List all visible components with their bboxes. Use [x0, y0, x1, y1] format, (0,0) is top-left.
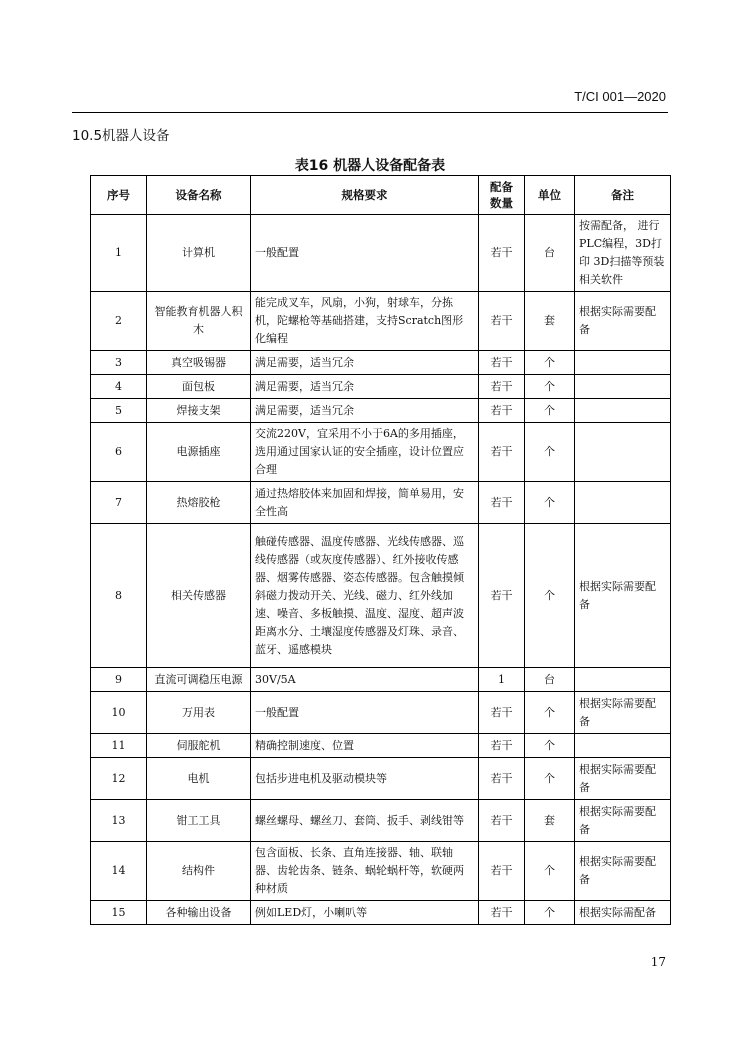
cell-name: 热熔胶枪	[147, 482, 251, 524]
cell-no: 13	[91, 800, 147, 842]
cell-name: 万用表	[147, 692, 251, 734]
cell-unit: 个	[525, 351, 575, 375]
cell-name: 直流可调稳压电源	[147, 668, 251, 692]
table-row	[91, 375, 671, 399]
col-header-no: 序号	[91, 176, 147, 215]
table-row	[91, 292, 671, 351]
table-row	[91, 842, 671, 901]
cell-no: 12	[91, 758, 147, 800]
cell-spec: 通过热熔胶体来加固和焊接，简单易用，安全性高	[251, 482, 479, 524]
cell-no: 5	[91, 399, 147, 423]
cell-note: 根据实际需要配备	[575, 800, 671, 842]
cell-note: 根据实际需要配备	[575, 842, 671, 901]
cell-note	[575, 399, 671, 423]
cell-qty: 若干	[479, 758, 525, 800]
table-caption: 表16 机器人设备配备表	[294, 158, 446, 174]
cell-no: 1	[91, 215, 147, 292]
cell-name: 焊接支架	[147, 399, 251, 423]
cell-spec: 触碰传感器、温度传感器、光线传感器、巡线传感器（或灰度传感器）、红外接收传感器、烟雾传感器、姿态传感器。包含触摸倾斜磁力拨动开关、光线、磁力、红外线加速、噪音、多板触摸、温度、湿度、超声波距离水分、土壤湿度传感器及灯珠、录音、蓝牙、遥感模块	[251, 524, 479, 668]
cell-no: 6	[91, 423, 147, 482]
cell-unit: 个	[525, 734, 575, 758]
cell-no: 3	[91, 351, 147, 375]
cell-qty: 若干	[479, 842, 525, 901]
table-row	[91, 215, 671, 292]
cell-qty: 1	[479, 668, 525, 692]
cell-note: 根据实际需配备	[575, 901, 671, 925]
cell-unit: 个	[525, 692, 575, 734]
cell-spec: 交流220V，宜采用不小于6A的多用插座，选用通过国家认证的安全插座，设计位置应合理	[251, 423, 479, 482]
equipment-table	[90, 175, 671, 925]
cell-note: 根据实际需要配备	[575, 524, 671, 668]
cell-qty: 若干	[479, 734, 525, 758]
table-row	[91, 524, 671, 668]
cell-unit: 套	[525, 292, 575, 351]
table-row	[91, 482, 671, 524]
cell-note: 根据实际需要配备	[575, 292, 671, 351]
page-number: 17	[650, 955, 666, 969]
col-header-note: 备注	[575, 176, 671, 215]
cell-qty: 若干	[479, 399, 525, 423]
table-row	[91, 668, 671, 692]
cell-name: 面包板	[147, 375, 251, 399]
table-row	[91, 423, 671, 482]
cell-note	[575, 734, 671, 758]
cell-qty: 若干	[479, 292, 525, 351]
cell-name: 电源插座	[147, 423, 251, 482]
table-row	[91, 800, 671, 842]
cell-note	[575, 375, 671, 399]
cell-note: 按需配备， 进行PLC编程，3D打印 3D扫描等预装相关软件	[575, 215, 671, 292]
cell-no: 8	[91, 524, 147, 668]
cell-spec: 30V/5A	[251, 668, 479, 692]
cell-qty: 若干	[479, 901, 525, 925]
cell-qty: 若干	[479, 215, 525, 292]
cell-no: 4	[91, 375, 147, 399]
cell-name: 真空吸锡器	[147, 351, 251, 375]
document-code: T/CI 001—2020	[574, 89, 666, 104]
cell-no: 9	[91, 668, 147, 692]
cell-qty: 若干	[479, 423, 525, 482]
cell-note	[575, 482, 671, 524]
cell-no: 15	[91, 901, 147, 925]
table-header-row	[91, 176, 671, 215]
cell-spec: 满足需要，适当冗余	[251, 375, 479, 399]
cell-name: 相关传感器	[147, 524, 251, 668]
cell-name: 电机	[147, 758, 251, 800]
cell-qty: 若干	[479, 800, 525, 842]
cell-unit: 台	[525, 668, 575, 692]
cell-note	[575, 351, 671, 375]
cell-name: 结构件	[147, 842, 251, 901]
cell-unit: 台	[525, 215, 575, 292]
cell-note	[575, 423, 671, 482]
cell-no: 2	[91, 292, 147, 351]
cell-spec: 螺丝螺母、螺丝刀、套筒、扳手、剥线钳等	[251, 800, 479, 842]
table-row	[91, 692, 671, 734]
cell-qty: 若干	[479, 524, 525, 668]
cell-unit: 个	[525, 758, 575, 800]
cell-spec: 一般配置	[251, 692, 479, 734]
table-row	[91, 399, 671, 423]
cell-unit: 个	[525, 842, 575, 901]
cell-spec: 包含面板、长条、直角连接器、轴、联轴器、齿轮齿条、链条、蜗轮蜗杆等，软硬两种材质	[251, 842, 479, 901]
cell-unit: 套	[525, 800, 575, 842]
cell-qty: 若干	[479, 482, 525, 524]
cell-no: 7	[91, 482, 147, 524]
cell-unit: 个	[525, 423, 575, 482]
cell-unit: 个	[525, 524, 575, 668]
cell-no: 14	[91, 842, 147, 901]
cell-qty: 若干	[479, 375, 525, 399]
col-header-qty: 配备 数量	[479, 176, 525, 215]
cell-unit: 个	[525, 482, 575, 524]
cell-no: 11	[91, 734, 147, 758]
table-row	[91, 351, 671, 375]
col-header-spec: 规格要求	[251, 176, 479, 215]
cell-note: 根据实际需要配备	[575, 692, 671, 734]
cell-spec: 一般配置	[251, 215, 479, 292]
cell-no: 10	[91, 692, 147, 734]
cell-unit: 个	[525, 901, 575, 925]
cell-qty: 若干	[479, 692, 525, 734]
cell-name: 智能教育机器人积木	[147, 292, 251, 351]
cell-name: 计算机	[147, 215, 251, 292]
cell-note	[575, 668, 671, 692]
cell-note: 根据实际需要配备	[575, 758, 671, 800]
cell-spec: 包括步进电机及驱动模块等	[251, 758, 479, 800]
table-row	[91, 734, 671, 758]
cell-spec: 满足需要，适当冗余	[251, 399, 479, 423]
header-rule	[72, 112, 668, 113]
table-row	[91, 901, 671, 925]
cell-name: 伺服舵机	[147, 734, 251, 758]
section-heading: 10.5机器人设备	[72, 128, 170, 144]
cell-unit: 个	[525, 375, 575, 399]
cell-name: 钳工工具	[147, 800, 251, 842]
cell-spec: 例如LED灯，小喇叭等	[251, 901, 479, 925]
cell-qty: 若干	[479, 351, 525, 375]
cell-unit: 个	[525, 399, 575, 423]
col-header-name: 设备名称	[147, 176, 251, 215]
cell-name: 各种输出设备	[147, 901, 251, 925]
col-header-unit: 单位	[525, 176, 575, 215]
cell-spec: 满足需要，适当冗余	[251, 351, 479, 375]
cell-spec: 精确控制速度、位置	[251, 734, 479, 758]
table-row	[91, 758, 671, 800]
cell-spec: 能完成叉车，风扇，小狗，射球车，分拣机，陀螺枪等基础搭建，支持Scratch图形化编程	[251, 292, 479, 351]
